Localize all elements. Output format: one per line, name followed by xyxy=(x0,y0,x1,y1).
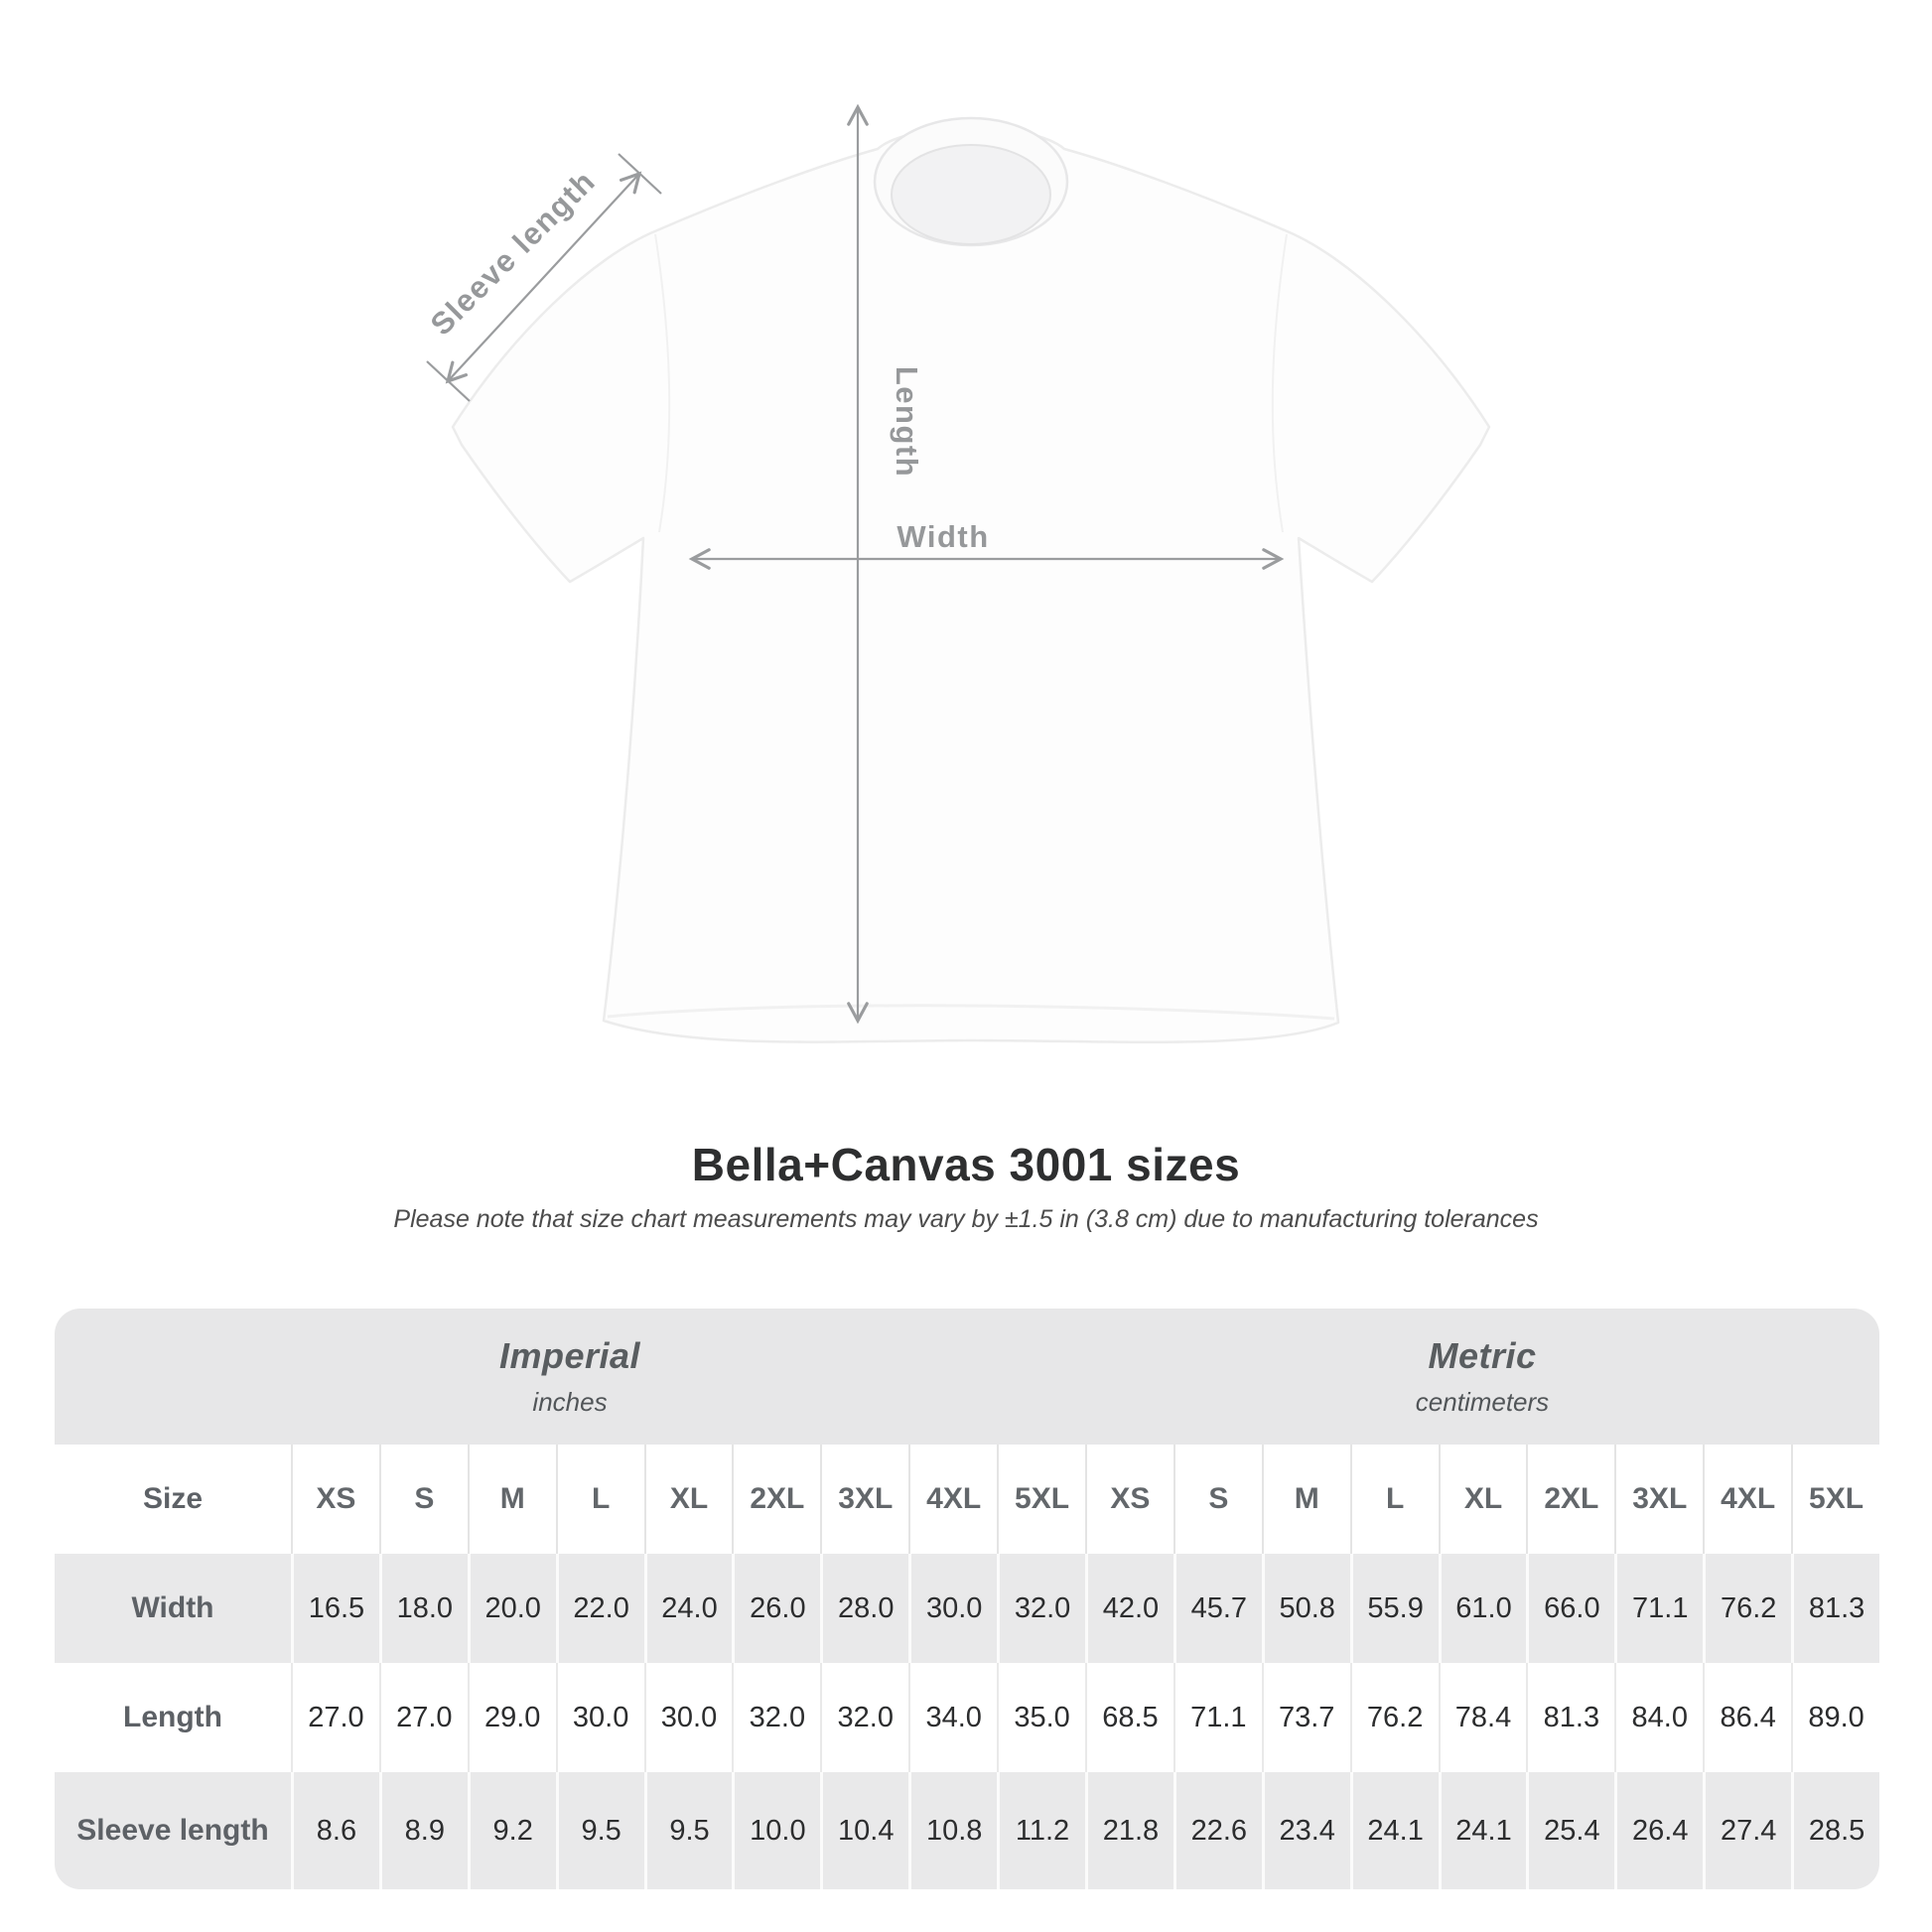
length-imperial-xs-value: 27.0 xyxy=(291,1663,379,1772)
length-metric-l-value: 76.2 xyxy=(1350,1663,1439,1772)
length-metric-4xl-value: 86.4 xyxy=(1703,1663,1791,1772)
width-metric-3xl-value: 71.1 xyxy=(1614,1554,1703,1663)
sleeve-length-imperial-l-value: 9.5 xyxy=(556,1772,644,1889)
imperial-title: Imperial xyxy=(498,1335,641,1376)
length-imperial-4xl-value: 34.0 xyxy=(908,1663,997,1772)
length-imperial-5xl-value: 35.0 xyxy=(997,1663,1085,1772)
sleeve-length-metric-l-value: 24.1 xyxy=(1350,1772,1439,1889)
length-metric-m-value: 73.7 xyxy=(1262,1663,1350,1772)
col-header-imperial-4xl: 4XL xyxy=(908,1445,997,1554)
col-header-metric-3xl: 3XL xyxy=(1614,1445,1703,1554)
sleeve-length-imperial-m-value: 9.2 xyxy=(468,1772,556,1889)
length-imperial-2xl-value: 32.0 xyxy=(732,1663,820,1772)
width-imperial-5xl-value: 32.0 xyxy=(997,1554,1085,1663)
sleeve-length-metric-s-value: 22.6 xyxy=(1173,1772,1262,1889)
neck-opening xyxy=(892,145,1050,244)
sleeve-length-imperial-4xl-value: 10.8 xyxy=(908,1772,997,1889)
col-header-imperial-s: S xyxy=(379,1445,468,1554)
length-metric-2xl-value: 81.3 xyxy=(1526,1663,1614,1772)
length-imperial-m-value: 29.0 xyxy=(468,1663,556,1772)
units-header-band xyxy=(55,1309,1879,1445)
sleeve-length-imperial-xl-value: 9.5 xyxy=(644,1772,733,1889)
width-imperial-s-value: 18.0 xyxy=(379,1554,468,1663)
width-imperial-2xl-value: 26.0 xyxy=(732,1554,820,1663)
imperial-unit: inches xyxy=(532,1387,608,1417)
page-title: Bella+Canvas 3001 sizes xyxy=(691,1139,1241,1190)
sleeve-length-tick-top xyxy=(619,154,661,194)
col-header-metric-2xl: 2XL xyxy=(1526,1445,1614,1554)
tshirt-diagram xyxy=(248,79,1688,1082)
sleeve-length-metric-xl-value: 24.1 xyxy=(1439,1772,1527,1889)
row-label-sleeve-length: Sleeve length xyxy=(55,1772,291,1889)
size-table-grid xyxy=(55,1445,1879,1889)
metric-unit: centimeters xyxy=(1415,1387,1550,1417)
length-imperial-xl-value: 30.0 xyxy=(644,1663,733,1772)
sleeve-length-metric-2xl-value: 25.4 xyxy=(1526,1772,1614,1889)
imperial-section-header xyxy=(55,1309,1085,1445)
length-label: Length xyxy=(890,365,924,479)
col-header-imperial-m: M xyxy=(468,1445,556,1554)
width-metric-4xl-value: 76.2 xyxy=(1703,1554,1791,1663)
width-metric-m-value: 50.8 xyxy=(1262,1554,1350,1663)
col-header-imperial-xs: XS xyxy=(291,1445,379,1554)
width-imperial-l-value: 22.0 xyxy=(556,1554,644,1663)
col-header-metric-xs: XS xyxy=(1085,1445,1173,1554)
col-header-metric-4xl: 4XL xyxy=(1703,1445,1791,1554)
width-imperial-xs-value: 16.5 xyxy=(291,1554,379,1663)
sleeve-length-metric-m-value: 23.4 xyxy=(1262,1772,1350,1889)
width-metric-l-value: 55.9 xyxy=(1350,1554,1439,1663)
sleeve-length-imperial-3xl-value: 10.4 xyxy=(820,1772,908,1889)
sleeve-length-imperial-2xl-value: 10.0 xyxy=(732,1772,820,1889)
sleeve-length-metric-xs-value: 21.8 xyxy=(1085,1772,1173,1889)
col-header-imperial-3xl: 3XL xyxy=(820,1445,908,1554)
length-metric-xl-value: 78.4 xyxy=(1439,1663,1527,1772)
width-metric-5xl-value: 81.3 xyxy=(1791,1554,1879,1663)
length-imperial-l-value: 30.0 xyxy=(556,1663,644,1772)
sleeve-length-tick-bottom xyxy=(427,361,470,401)
width-imperial-xl-value: 24.0 xyxy=(644,1554,733,1663)
width-imperial-4xl-value: 30.0 xyxy=(908,1554,997,1663)
sleeve-length-imperial-xs-value: 8.6 xyxy=(291,1772,379,1889)
length-metric-s-value: 71.1 xyxy=(1173,1663,1262,1772)
width-imperial-3xl-value: 28.0 xyxy=(820,1554,908,1663)
col-header-metric-5xl: 5XL xyxy=(1791,1445,1879,1554)
col-header-metric-m: M xyxy=(1262,1445,1350,1554)
metric-section-header xyxy=(1085,1309,1879,1445)
length-metric-3xl-value: 84.0 xyxy=(1614,1663,1703,1772)
width-metric-s-value: 45.7 xyxy=(1173,1554,1262,1663)
sleeve-length-metric-5xl-value: 28.5 xyxy=(1791,1772,1879,1889)
length-imperial-s-value: 27.0 xyxy=(379,1663,468,1772)
row-label-length: Length xyxy=(55,1663,291,1772)
length-metric-5xl-value: 89.0 xyxy=(1791,1663,1879,1772)
row-label-width: Width xyxy=(55,1554,291,1663)
col-header-metric-l: L xyxy=(1350,1445,1439,1554)
col-header-imperial-5xl: 5XL xyxy=(997,1445,1085,1554)
tshirt-graphic xyxy=(453,118,1489,1042)
sleeve-length-metric-4xl-value: 27.4 xyxy=(1703,1772,1791,1889)
col-header-metric-s: S xyxy=(1173,1445,1262,1554)
length-imperial-3xl-value: 32.0 xyxy=(820,1663,908,1772)
col-header-imperial-l: L xyxy=(556,1445,644,1554)
width-label: Width xyxy=(897,519,990,554)
metric-title: Metric xyxy=(1428,1335,1537,1376)
width-metric-2xl-value: 66.0 xyxy=(1526,1554,1614,1663)
sleeve-length-label: Sleeve length xyxy=(423,163,603,343)
col-header-metric-xl: XL xyxy=(1439,1445,1527,1554)
width-metric-xl-value: 61.0 xyxy=(1439,1554,1527,1663)
col-header-imperial-2xl: 2XL xyxy=(732,1445,820,1554)
sleeve-length-metric-3xl-value: 26.4 xyxy=(1614,1772,1703,1889)
length-metric-xs-value: 68.5 xyxy=(1085,1663,1173,1772)
width-metric-xs-value: 42.0 xyxy=(1085,1554,1173,1663)
sleeve-length-imperial-5xl-value: 11.2 xyxy=(997,1772,1085,1889)
width-imperial-m-value: 20.0 xyxy=(468,1554,556,1663)
size-table xyxy=(55,1309,1879,1889)
col-header-imperial-xl: XL xyxy=(644,1445,733,1554)
size-column-header: Size xyxy=(55,1445,291,1554)
sleeve-length-imperial-s-value: 8.9 xyxy=(379,1772,468,1889)
page-subtitle: Please note that size chart measurements may vary by ±1.5 in (3.8 cm) due to manufacturing tolerances xyxy=(393,1205,1539,1233)
